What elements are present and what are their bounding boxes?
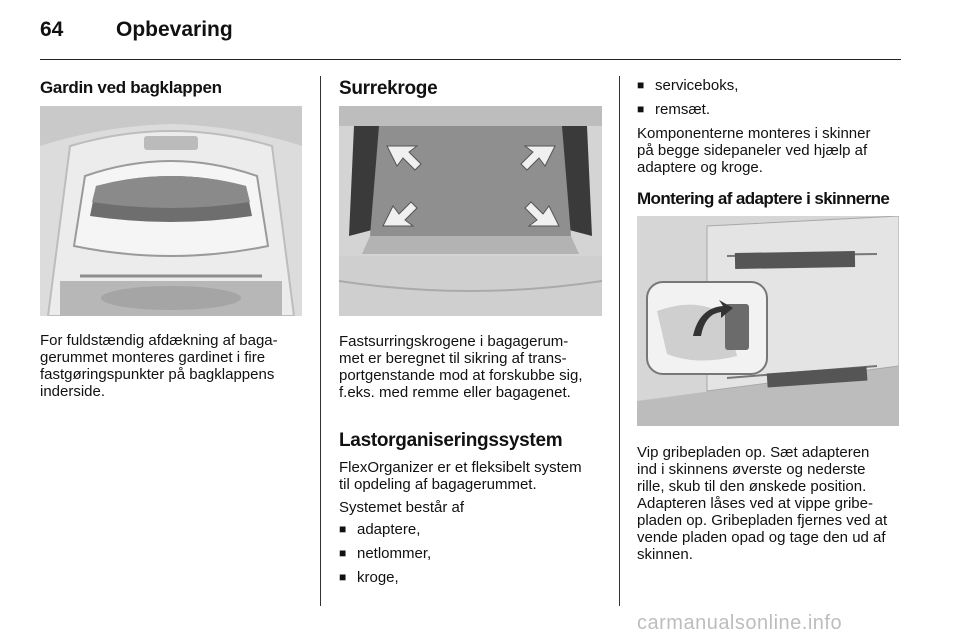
adapter-rail-figure [637,216,899,426]
page-number: 64 [40,18,64,41]
flexorganizer-description: FlexOrganizer er et fleksibelt system til opdeling af bagagerummet. [339,459,582,493]
bullet-icon: ■ [339,570,347,584]
watermark: carmanualsonline.info [637,612,843,634]
lashing-hooks-description: Fastsurringskrogene i bagagerum- met er beregnet til sikring af trans- portgenstande mod at forskubbe sig, f.eks. med remme eller bagagenet. [339,333,583,401]
column-divider-left [320,76,321,606]
list-item: ■ remsæt. [637,101,711,118]
section-heading-curtain: Gardin ved bagklappen [40,78,222,97]
bullet-icon: ■ [637,78,645,92]
trunk-curtain-figure [40,106,302,316]
column-divider-right [619,76,620,606]
adapter-mounting-instructions: Vip gribepladen op. Sæt adapteren ind i skinnens øverste og nederste rille, skub til den ønskede position. Adapteren låses ved at vippe gribe- pladen op. Gribepladen fjernes ved at vende pladen opad og tage den ud af skinnen. [637,444,888,563]
curtain-description: For fuldstændig afdækning af baga- gerummet monteres gardinet i fire fastgøringspunkter på bagklappens inderside. [40,332,278,400]
trunk-curtain-illustration-icon [40,106,302,316]
system-components-list [339,521,614,593]
header-rule [40,59,901,60]
components-mounting-description: Komponenterne monteres i skinner på begge sidepaneler ved hjælp af adaptere og kroge. [637,125,871,176]
lashing-hooks-illustration-icon [339,106,602,316]
system-consists-intro: Systemet består af [339,499,465,516]
list-item: ■ kroge, [339,569,399,586]
section-heading-adapter-mounting: Montering af adaptere i skinnerne [637,189,890,208]
system-components-list-continued [637,77,902,125]
section-heading-load-organizer: Lastorganiseringssystem [339,430,563,451]
section-heading-lashing-hooks: Surrekroge [339,78,438,99]
list-item: ■ netlommer, [339,545,432,562]
list-item: ■ adaptere, [339,521,421,538]
lashing-hooks-figure [339,106,602,316]
bullet-icon: ■ [637,102,645,116]
list-item: ■ serviceboks, [637,77,739,94]
bullet-icon: ■ [339,522,347,536]
adapter-rail-illustration-icon [637,216,899,426]
bullet-icon: ■ [339,546,347,560]
page-title: Opbevaring [116,18,233,41]
